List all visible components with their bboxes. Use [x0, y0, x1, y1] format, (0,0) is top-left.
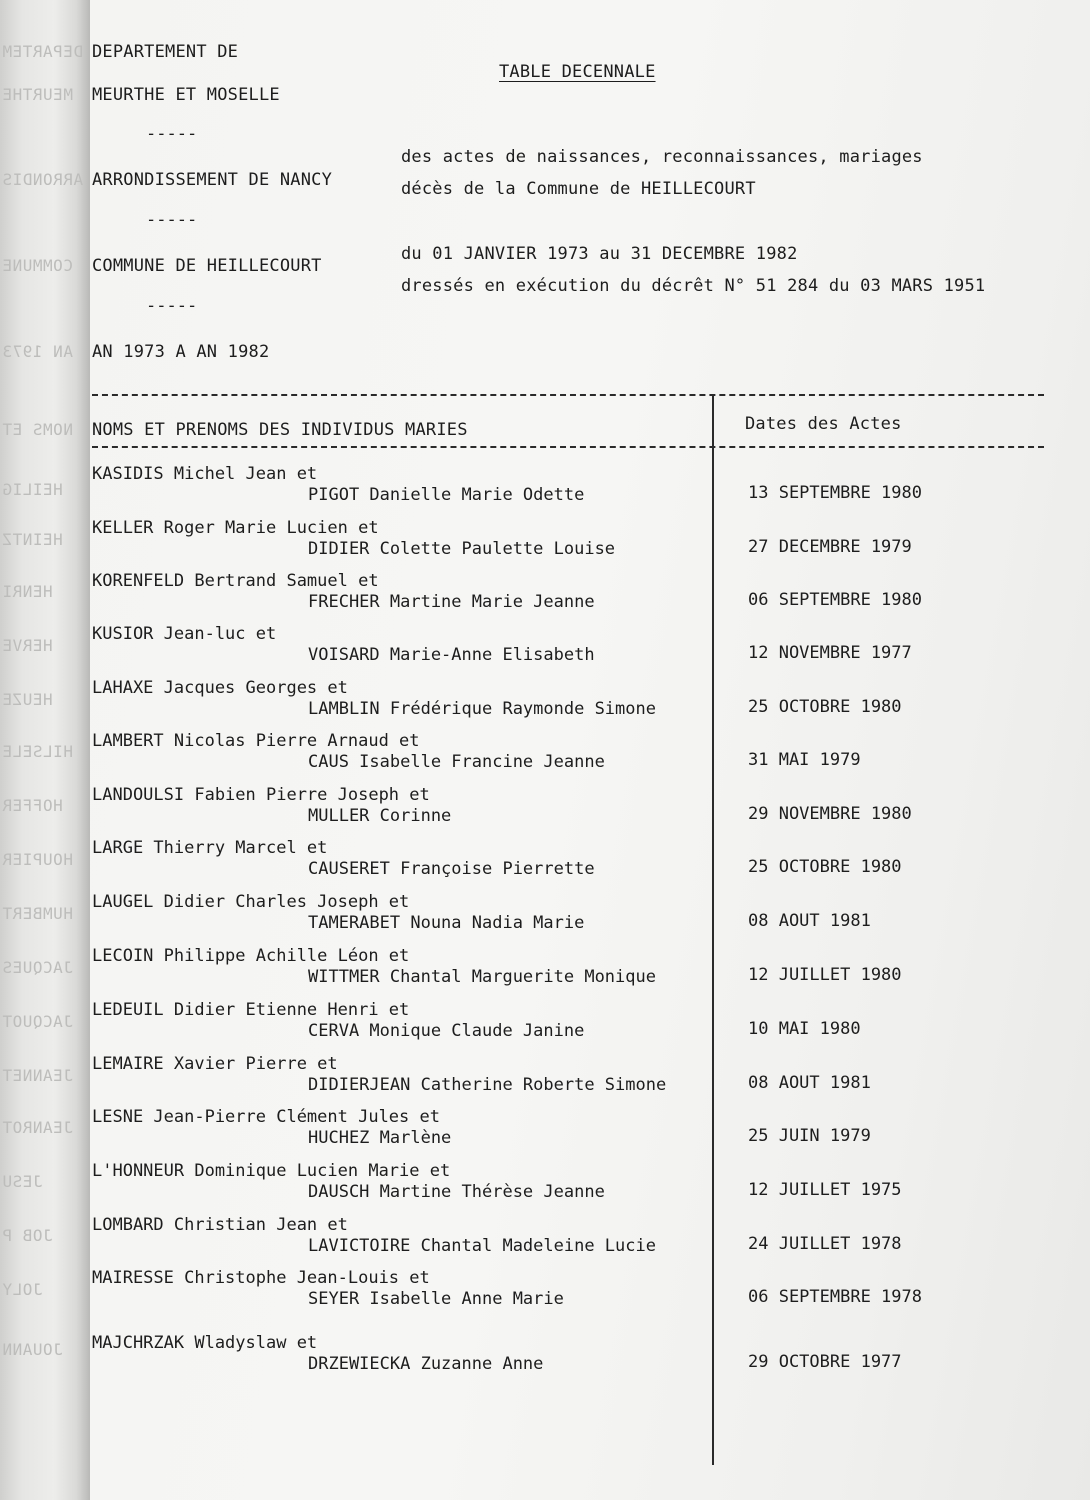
departement-line1: DEPARTEMENT DE — [92, 42, 239, 62]
document-title: TABLE DECENNALE — [499, 62, 656, 82]
ghost-text: HEINTZ — [2, 530, 63, 549]
row-date: 27 DECEMBRE 1979 — [748, 537, 912, 557]
table-header-rule — [92, 446, 1044, 448]
separator-2: ----- — [146, 210, 198, 230]
row-date: 12 JUILLET 1975 — [748, 1180, 902, 1200]
row-wife: CAUS Isabelle Francine Jeanne — [308, 752, 605, 772]
row-wife: LAMBLIN Frédérique Raymonde Simone — [308, 699, 656, 719]
row-husband: KUSIOR Jean-luc et — [92, 624, 277, 644]
row-date: 06 SEPTEMBRE 1980 — [748, 590, 922, 610]
row-date: 13 SEPTEMBRE 1980 — [748, 483, 922, 503]
ghost-text: HOUPIER — [2, 850, 73, 869]
row-wife: TAMERABET Nouna Nadia Marie — [308, 913, 585, 933]
row-husband: LAUGEL Didier Charles Joseph et — [92, 892, 410, 912]
ghost-text: JESU — [2, 1172, 43, 1191]
ghost-text: ARRONDIS — [2, 170, 84, 189]
row-husband: LARGE Thierry Marcel et — [92, 838, 328, 858]
ghost-text: COMMUNE — [2, 256, 73, 275]
row-husband: LOMBARD Christian Jean et — [92, 1215, 348, 1235]
row-date: 25 OCTOBRE 1980 — [748, 697, 902, 717]
row-husband: KASIDIS Michel Jean et — [92, 464, 318, 484]
commune: COMMUNE DE HEILLECOURT — [92, 256, 322, 276]
decree: dressés en exécution du décrêt N° 51 284 du 03 MARS 1951 — [401, 276, 986, 296]
column-divider — [712, 395, 714, 1465]
ghost-text: HEILIG — [2, 480, 63, 499]
arrondissement: ARRONDISSEMENT DE NANCY — [92, 170, 333, 190]
row-wife: FRECHER Martine Marie Jeanne — [308, 592, 595, 612]
ghost-text: HEUZE — [2, 690, 53, 709]
row-wife: SEYER Isabelle Anne Marie — [308, 1289, 564, 1309]
row-date: 06 SEPTEMBRE 1978 — [748, 1287, 922, 1307]
ghost-text: JEANNET — [2, 1066, 73, 1085]
ghost-text: JACQUOT — [2, 1012, 73, 1031]
row-husband: LESNE Jean-Pierre Clément Jules et — [92, 1107, 440, 1127]
period: du 01 JANVIER 1973 au 31 DECEMBRE 1982 — [401, 244, 798, 264]
ghost-text: JOLY — [2, 1280, 43, 1299]
subtitle-line1: des actes de naissances, reconnaissances, mariages — [401, 147, 923, 167]
ghost-text: NOMS ET — [2, 420, 73, 439]
ghost-text: MEURTHE — [2, 85, 73, 104]
row-date: 12 NOVEMBRE 1977 — [748, 643, 912, 663]
ghost-text: HERVE — [2, 636, 53, 655]
row-wife: PIGOT Danielle Marie Odette — [308, 485, 585, 505]
row-wife: LAVICTOIRE Chantal Madeleine Lucie — [308, 1236, 656, 1256]
row-husband: L'HONNEUR Dominique Lucien Marie et — [92, 1161, 451, 1181]
separator-3: ----- — [146, 296, 198, 316]
row-husband: LEDEUIL Didier Etienne Henri et — [92, 1000, 410, 1020]
bleed-through-spine — [0, 0, 90, 1500]
row-wife: VOISARD Marie-Anne Elisabeth — [308, 645, 595, 665]
row-wife: DIDIERJEAN Catherine Roberte Simone — [308, 1075, 667, 1095]
ghost-text: DEPARTEM — [2, 42, 84, 61]
table-top-rule — [92, 394, 1044, 396]
row-date: 12 JUILLET 1980 — [748, 965, 902, 985]
row-husband: LAMBERT Nicolas Pierre Arnaud et — [92, 731, 420, 751]
row-date: 25 JUIN 1979 — [748, 1126, 871, 1146]
row-wife: DRZEWIECKA Zuzanne Anne — [308, 1354, 544, 1374]
row-date: 10 MAI 1980 — [748, 1019, 861, 1039]
ghost-text: HILSELE — [2, 742, 73, 761]
row-wife: DIDIER Colette Paulette Louise — [308, 539, 616, 559]
ghost-text: JOUANN — [2, 1340, 63, 1359]
row-date: 24 JUILLET 1978 — [748, 1234, 902, 1254]
separator-1: ----- — [146, 124, 198, 144]
row-husband: MAIRESSE Christophe Jean-Louis et — [92, 1268, 430, 1288]
years-range: AN 1973 A AN 1982 — [92, 342, 270, 362]
row-husband: MAJCHRZAK Wladyslaw et — [92, 1333, 318, 1353]
row-wife: HUCHEZ Marlène — [308, 1128, 452, 1148]
row-date: 08 AOUT 1981 — [748, 911, 871, 931]
row-wife: CERVA Monique Claude Janine — [308, 1021, 585, 1041]
row-husband: LAHAXE Jacques Georges et — [92, 678, 348, 698]
row-husband: KORENFELD Bertrand Samuel et — [92, 571, 379, 591]
row-date: 25 OCTOBRE 1980 — [748, 857, 902, 877]
ghost-text: HUMBERT — [2, 904, 73, 923]
ghost-text: HENRI — [2, 582, 53, 601]
row-husband: LANDOULSI Fabien Pierre Joseph et — [92, 785, 430, 805]
row-husband: LECOIN Philippe Achille Léon et — [92, 946, 410, 966]
col-header-names: NOMS ET PRENOMS DES INDIVIDUS MARIES — [92, 420, 468, 440]
row-wife: WITTMER Chantal Marguerite Monique — [308, 967, 656, 987]
row-wife: CAUSERET Françoise Pierrette — [308, 859, 595, 879]
row-wife: MULLER Corinne — [308, 806, 452, 826]
ghost-text: HOFFER — [2, 796, 63, 815]
ghost-text: AN 1973 — [2, 342, 73, 361]
row-husband: KELLER Roger Marie Lucien et — [92, 518, 379, 538]
row-date: 29 OCTOBRE 1977 — [748, 1352, 902, 1372]
row-date: 31 MAI 1979 — [748, 750, 861, 770]
departement-line2: MEURTHE ET MOSELLE — [92, 85, 280, 105]
ghost-text: JOB P — [2, 1226, 53, 1245]
row-date: 29 NOVEMBRE 1980 — [748, 804, 912, 824]
ghost-text: JEANROT — [2, 1118, 73, 1137]
ghost-text: JACQUES — [2, 958, 73, 977]
col-header-dates: Dates des Actes — [745, 414, 902, 434]
row-date: 08 AOUT 1981 — [748, 1073, 871, 1093]
subtitle-line2: décès de la Commune de HEILLECOURT — [401, 179, 756, 199]
row-husband: LEMAIRE Xavier Pierre et — [92, 1054, 338, 1074]
row-wife: DAUSCH Martine Thérèse Jeanne — [308, 1182, 605, 1202]
